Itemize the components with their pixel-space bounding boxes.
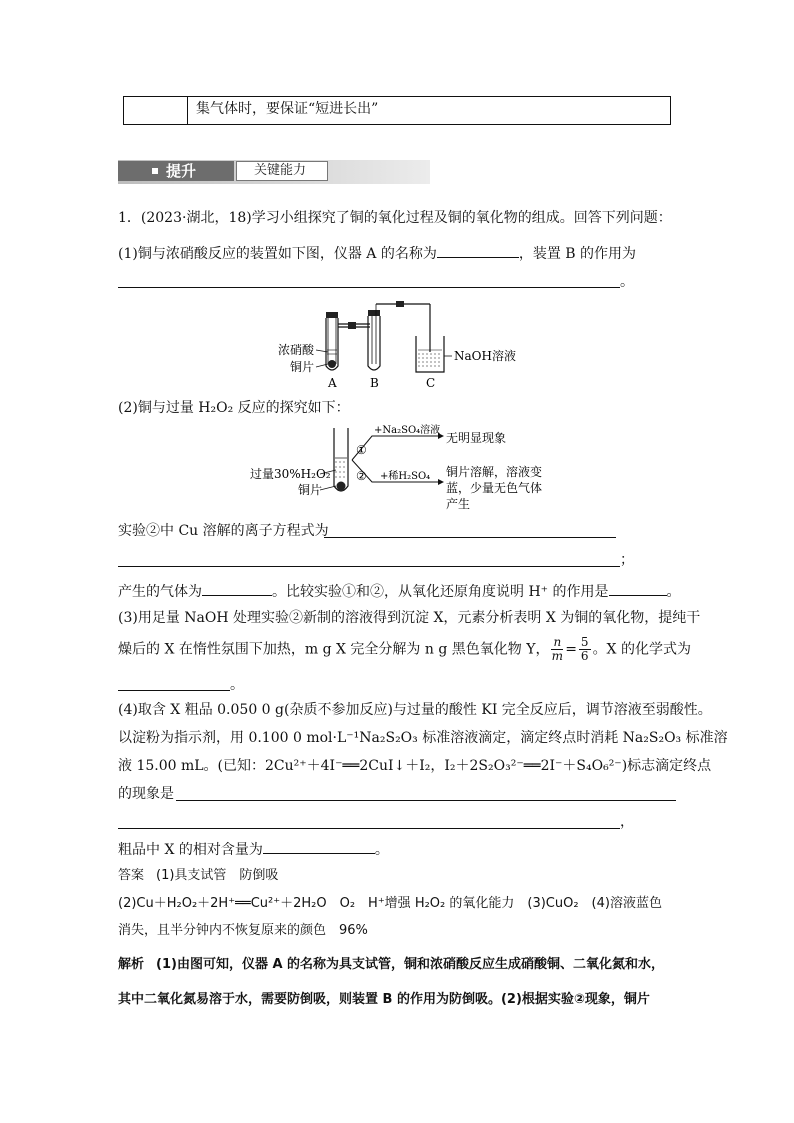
part4-blank-endpoint-1[interactable] — [176, 800, 676, 801]
analysis-label: 解析 — [118, 957, 145, 972]
label-a: A — [328, 376, 337, 390]
part3-blank-formula[interactable] — [118, 690, 230, 691]
part4-end: 。 — [374, 842, 389, 858]
part4-content-line — [118, 839, 389, 860]
result-2-line1: 铜片溶解，溶液变 — [446, 465, 543, 479]
tube-a — [326, 312, 370, 370]
result-1: 无明显现象 — [446, 431, 507, 445]
part4-blank-endpoint-2[interactable] — [118, 828, 620, 829]
marker-1: ① — [356, 443, 367, 457]
table-row — [123, 96, 671, 125]
answer-label: 答案 — [118, 868, 145, 883]
part1-blank-name[interactable] — [437, 243, 519, 258]
answer-line2: (2)Cu＋H₂O₂＋2H⁺══Cu²⁺＋2H₂O O₂ H⁺增强 H₂O₂ 的氧化能力 (3)CuO₂ (4)溶液蓝色 — [118, 896, 662, 911]
bullet-square — [152, 168, 158, 174]
reagent-2: +稀H₂SO₄ — [380, 471, 431, 482]
part2-gas-line — [118, 581, 681, 602]
part2-title: (2)铜与过量 H₂O₂ 反应的探究如下： — [118, 400, 350, 416]
part2-blank-role[interactable] — [609, 581, 667, 596]
part4-line4: 的现象是 — [118, 786, 174, 802]
part2-compare: 。比较实验①和②，从氧化还原角度说明 H⁺ 的作用是 — [272, 584, 609, 600]
figure-h2o2 — [248, 420, 548, 516]
answer-line3: 消失，且半分钟内不恢复原来的颜色 96% — [118, 923, 368, 938]
label-copper-2: 铜片 — [298, 483, 323, 497]
question-stem: 1．(2023·湖北，18)学习小组探究了铜的氧化过程及铜的氧化物的组成。回答下列问题： — [118, 210, 672, 226]
part1-text-b: ，装置 B 的作用为 — [518, 246, 637, 262]
part2-question-a: 实验②中 Cu 溶解的离子方程式为 — [118, 523, 329, 539]
section-header — [118, 160, 430, 184]
label-h2o2: 过量30%H₂O₂ — [250, 467, 331, 481]
marker-2: ② — [356, 469, 367, 483]
reagent-1: +Na₂SO₄溶液 — [374, 425, 441, 436]
table-divider — [187, 97, 188, 124]
section-tag: 提升 — [166, 162, 197, 180]
part2-end: 。 — [666, 584, 681, 600]
label-copper-1: 铜片 — [290, 360, 315, 374]
part3-line2 — [118, 636, 691, 662]
beaker-c — [416, 336, 452, 372]
analysis-text-1: (1)由图可知，仪器 A 的名称为具支试管，铜和浓硝酸反应生成硝酸铜、二氧化氮和水， — [156, 957, 665, 972]
part3-line1: (3)用足量 NaOH 处理实验②新制的溶液得到沉淀 X，元素分析表明 X 为铜的氧化物，提纯干 — [118, 610, 701, 626]
analysis-line1 — [118, 955, 664, 975]
result-2-line3: 产生 — [446, 497, 471, 511]
part1-end: 。 — [620, 274, 634, 290]
test-tube — [334, 428, 348, 491]
answer-line1 — [118, 866, 278, 886]
part2-blank-gas[interactable] — [202, 581, 272, 596]
part1-blank-purpose[interactable] — [118, 287, 620, 288]
equals-sign: = — [565, 641, 577, 658]
part1-text-a: (1)铜与浓硝酸反应的装置如下图，仪器 A 的名称为 — [118, 246, 437, 262]
part1-line — [118, 243, 636, 264]
part2-semicolon: ； — [620, 552, 634, 568]
figure-apparatus — [270, 292, 550, 392]
part3-end: 。 — [230, 677, 244, 693]
part3-text-c: 。X 的化学式为 — [592, 641, 691, 658]
part4-line2: 以淀粉为指示剂，用 0.100 0 mol·L⁻¹Na₂S₂O₃ 标准溶液滴定，滴定终点时消耗 Na₂S₂O₃ 标准溶 — [118, 730, 728, 746]
section-subtitle: 关键能力 — [254, 163, 307, 178]
part4-line1: (4)取含 X 粗品 0.050 0 g(杂质不参加反应)与过量的酸性 KI 完全反应后，调节溶液至弱酸性。 — [118, 702, 712, 718]
label-b: B — [370, 376, 379, 390]
label-naoh: NaOH溶液 — [454, 349, 516, 363]
table-cell-right: 集气体时，要保证“短进长出” — [196, 101, 379, 117]
part2-blank-equation-1[interactable] — [324, 537, 616, 538]
part4-blank-content[interactable] — [263, 839, 375, 854]
result-2-line2: 蓝，少量无色气体 — [446, 481, 543, 495]
fraction-n-over-m: $\frac{n}{m}$ — [551, 635, 564, 663]
fraction-5-over-6: $\frac{5}{6}$ — [580, 635, 589, 663]
part2-blank-equation-2[interactable] — [118, 566, 620, 567]
part4-comma: ， — [620, 814, 634, 830]
part3-text-b: 燥后的 X 在惰性氛围下加热，m g X 完全分解为 n g 黑色氧化物 Y， — [118, 641, 550, 658]
part2-gas-label: 产生的气体为 — [118, 584, 202, 600]
label-conc-acid: 浓硝酸 — [278, 343, 315, 357]
analysis-line2: 其中二氧化氮易溶于水，需要防倒吸，则装置 B 的作用为防倒吸。(2)根据实验②现象，铜片 — [118, 992, 650, 1007]
part4-content-label: 粗品中 X 的相对含量为 — [118, 842, 263, 858]
tube-b — [368, 301, 430, 370]
part4-line3: 液 15.00 mL。(已知：2Cu²⁺＋4I⁻══2CuI↓＋I₂，I₂＋2S₂O₃²⁻══2I⁻＋S₄O₆²⁻)标志滴定终点 — [118, 758, 712, 774]
label-c: C — [426, 376, 436, 390]
answer-text-1: (1)具支试管 防倒吸 — [156, 868, 279, 883]
